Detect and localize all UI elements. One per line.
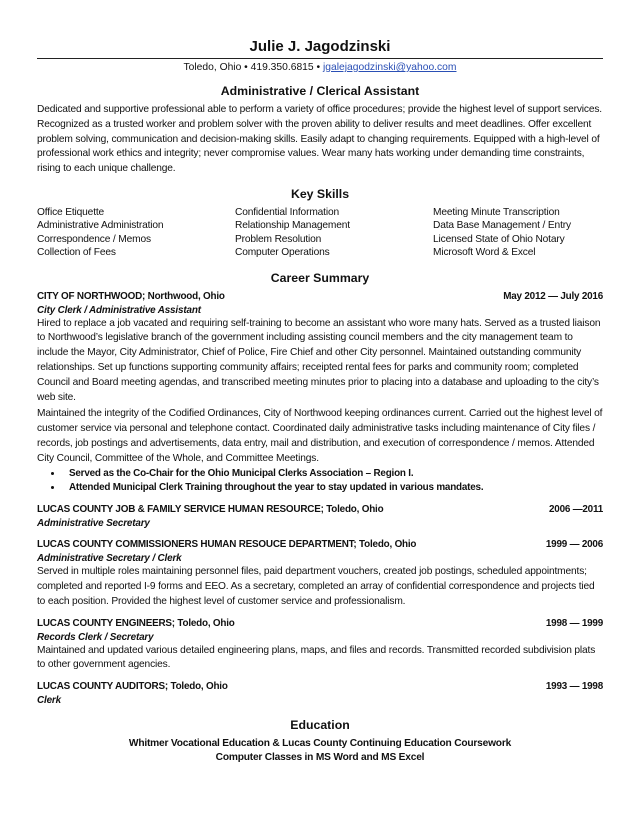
header-rule: [37, 58, 603, 59]
skill-item: Office Etiquette: [37, 206, 105, 218]
job-entry: [37, 538, 603, 609]
list-item: • Attended Municipal Clerk Training throughout the year to stay updated in various mandates.: [63, 481, 603, 496]
skill-item: Administrative Administration: [37, 220, 164, 232]
job-employer: LUCAS COUNTY ENGINEERS; Toledo, Ohio: [37, 617, 235, 629]
key-skills-heading: Key Skills: [290, 186, 350, 201]
key-skills-grid: [37, 206, 603, 260]
job-description: Maintained and updated various detailed engineering plans, maps, and files and records. Transmitted recorded subdivision plats to other government agencies.: [37, 644, 596, 671]
contact-line: [37, 61, 603, 74]
education-line: Whitmer Vocational Education & Lucas County Continuing Education Coursework: [128, 738, 512, 750]
job-role: Clerk: [37, 695, 61, 707]
job-entry: [37, 290, 603, 497]
resume-page: [37, 38, 603, 765]
job-header: [37, 503, 603, 517]
education-line: Computer Classes in MS Word and MS Excel: [215, 752, 425, 764]
job-dates: 1998 — 1999: [545, 617, 603, 629]
skill-item: Meeting Minute Transcription: [433, 206, 560, 218]
job-header: [37, 290, 603, 304]
job-entry: [37, 617, 603, 674]
job-dates: 1999 — 2006: [545, 539, 603, 551]
job-role: City Clerk / Administrative Assistant: [37, 304, 201, 316]
job-entry: [37, 680, 603, 707]
job-header: [37, 680, 603, 694]
skill-item: Computer Operations: [235, 247, 330, 259]
education-heading: Education: [290, 718, 350, 733]
skill-item: Licensed State of Ohio Notary: [433, 233, 565, 245]
job-employer: LUCAS COUNTY JOB & FAMILY SERVICE HUMAN RESOURCE; Toledo, Ohio: [37, 504, 384, 516]
job-description: Served in multiple roles maintaining personnel files, paid department vouchers, created job postings, scheduled appointments; completed and reported I-9 forms and EEO. As a secretary, completed an array of confidential correspondence and projects tied to each position. Provided the highest level of customer service and professionalism.: [37, 566, 595, 607]
job-dates: 2006 —2011: [548, 504, 603, 516]
job-title-heading: Administrative / Clerical Assistant: [220, 84, 420, 98]
list-item: • Served as the Co-Chair for the Ohio Municipal Clerks Association – Region I.: [63, 467, 603, 482]
job-header: [37, 538, 603, 552]
job-employer: LUCAS COUNTY AUDITORS; Toledo, Ohio: [37, 681, 228, 693]
job-bullet-list: [37, 467, 603, 497]
skill-item: Problem Resolution: [235, 233, 322, 245]
job-entry: [37, 503, 603, 530]
skill-item: Data Base Management / Entry: [433, 220, 571, 232]
job-dates: 1993 — 1998: [545, 681, 603, 693]
job-role: Administrative Secretary / Clerk: [37, 553, 182, 565]
skill-item: Confidential Information: [235, 206, 339, 218]
job-header: [37, 617, 603, 631]
career-summary-heading: Career Summary: [270, 270, 370, 285]
job-employer: CITY OF NORTHWOOD; Northwood, Ohio: [37, 290, 225, 302]
job-description: Hired to replace a job vacated and requiring self-training to become an assistant who wore many hats. Served as a trusted liaison to Northwood’s legislative branch of the government including assisting council members and the city management team to include the Mayor, City Administrator, Chief of Police, Fire Chief and other City personnel. Maintained outstanding community relationships. Set up functions supporting community affairs; receipted rental fees for parks and community room; completed Council and Board meeting agendas, and transcribed meeting minutes prior to placing into a database and uploading to the city’s web site.: [37, 317, 601, 403]
job-role: Records Clerk / Secretary: [37, 631, 154, 643]
skill-item: Collection of Fees: [37, 247, 116, 259]
skill-item: Relationship Management: [235, 220, 350, 232]
skill-item: Correspondence / Memos: [37, 233, 151, 245]
job-role: Administrative Secretary: [37, 518, 150, 530]
applicant-name: Julie J. Jagodzinski: [249, 38, 391, 55]
skill-item: Microsoft Word & Excel: [433, 247, 536, 259]
professional-summary: Dedicated and supportive professional able to perform a variety of office procedures; provide the highest level of support services. Recognized as a trusted worker and problem solver with the proven ability to deliver results and meet deadlines. Offer excellent problem solving, communication and decision-making skills. Easily adapt to changing requirements. Equipped with a high-level of professional work ethics and integrity; never compromise values. Wear many hats working under demanding time constraints, rising to each unique challenge.: [37, 104, 602, 175]
contact-info: Toledo, Ohio • 419.350.6815 •: [183, 62, 323, 73]
job-dates: May 2012 — July 2016: [503, 290, 603, 302]
job-employer: LUCAS COUNTY COMMISSIONERS HUMAN RESOUCE DEPARTMENT; Toledo, Ohio: [37, 539, 417, 551]
job-description: Maintained the integrity of the Codified Ordinances, City of Northwood keeping ordinances current. Carried out the highest level of customer service via personal and telephone contact. Coordinated daily administrative tasks including maintenance of City files / records, job postings and advertisements, data entry, mail and distribution, and execution of correspondence / memos. Attended City Council, Committee of the Whole, and Committee Meetings.: [37, 408, 603, 464]
email-link[interactable]: jgalejagodzinski@yahoo.com: [322, 62, 457, 73]
